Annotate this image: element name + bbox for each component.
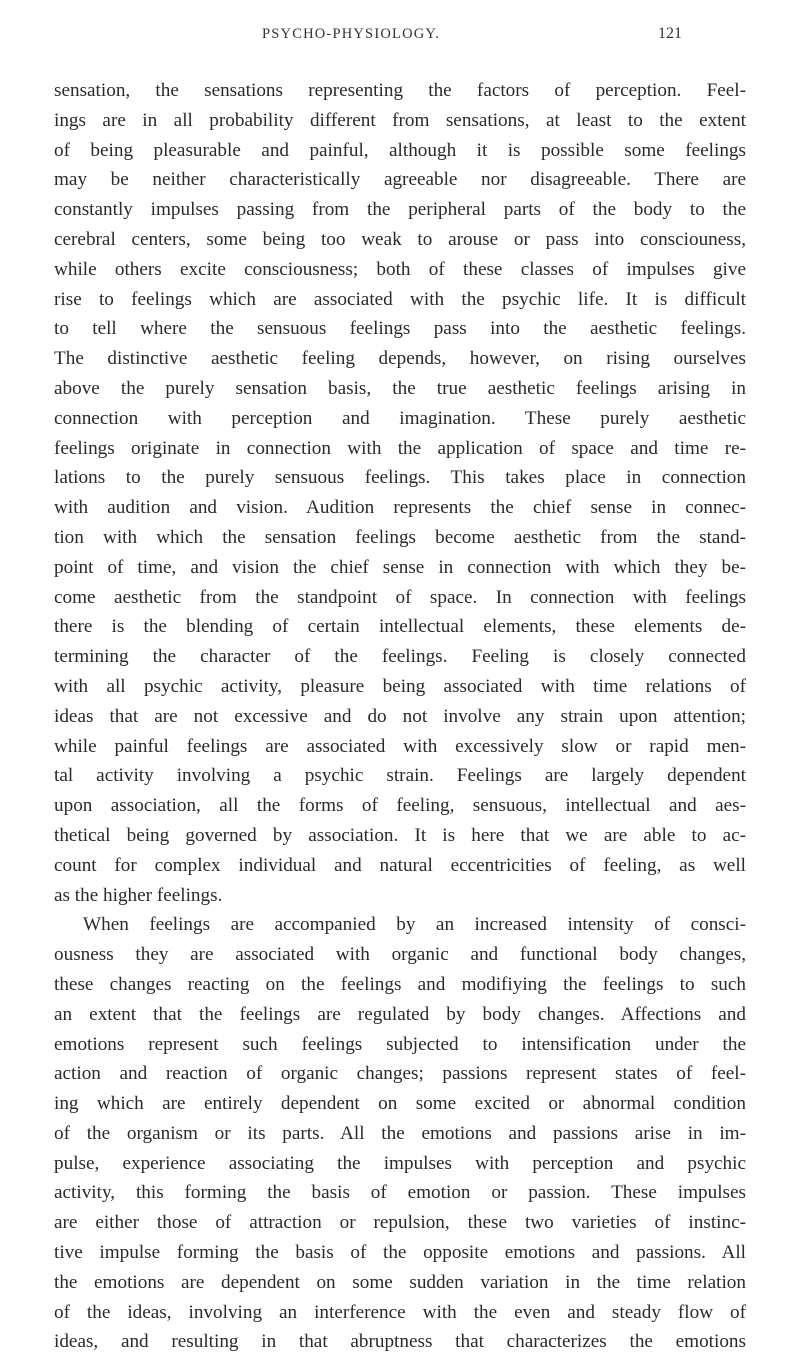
text-line: these changes reacting on the feelings and modifiying the feelings to such [54,973,746,995]
text-line: with all psychic activity, pleasure being associated with time relations of [54,675,746,697]
text-line: may be neither characteristically agreeable nor disagreeable. There are [54,169,746,191]
text-line: tive impulse forming the basis of the opposite emotions and passions. All [54,1242,746,1264]
text-line: there is the blending of certain intellectual elements, these elements de- [54,616,746,638]
text-line: action and reaction of organic changes; passions represent states of feel- [54,1063,746,1085]
running-head: PSYCHO-PHYSIOLOGY. [262,26,441,42]
text-line: point of time, and vision the chief sense in connection with which they be- [54,556,746,578]
text-line: emotions represent such feelings subjected to intensification under the [54,1033,746,1055]
text-line: cerebral centers, some being too weak to arouse or pass into consciouness, [54,228,746,250]
text-line: come aesthetic from the standpoint of space. In connection with feelings [54,586,746,608]
text-line: constantly impulses passing from the peripheral parts of the body to the [54,199,746,221]
text-line: The distinctive aesthetic feeling depends, however, on rising ourselves [54,348,746,370]
text-line: of being pleasurable and painful, although it is possible some feelings [54,139,746,161]
text-line: upon association, all the forms of feeling, sensuous, intellectual and aes- [54,795,746,817]
text-line: ings are in all probability different from sensations, at least to the extent [54,109,746,131]
text-line: tal activity involving a psychic strain. Feelings are largely dependent [54,765,746,787]
text-line: above the purely sensation basis, the true aesthetic feelings arising in [54,377,746,399]
text-line: thetical being governed by association. It is here that we are able to ac- [54,824,746,846]
text-line: feelings originate in connection with the application of space and time re- [54,437,746,459]
text-line: connection with perception and imagination. These purely aesthetic [54,407,746,429]
text-line: are either those of attraction or repulsion, these two varieties of instinc- [54,1212,746,1234]
text-line: ing which are entirely dependent on some excited or abnormal condition [54,1093,746,1115]
text-line: lations to the purely sensuous feelings. This takes place in connection [54,467,746,489]
text-line: the emotions are dependent on some sudden variation in the time relation [54,1271,746,1293]
text-line: tion with which the sensation feelings become aesthetic from the stand- [54,526,746,548]
text-line: ideas that are not excessive and do not involve any strain upon attention; [54,705,746,727]
text-line: ideas, and resulting in that abruptness that characterizes the emotions [54,1331,746,1353]
text-line: sensation, the sensations representing the factors of perception. Feel- [54,80,746,101]
body-text [54,76,746,1357]
text-line: while others excite consciousness; both of these classes of impulses give [54,258,746,280]
page-header [0,18,801,48]
text-line: as the higher feelings. [54,884,223,906]
text-line: ousness they are associated with organic and functional body changes, [54,944,746,966]
text-line: an extent that the feelings are regulated by body changes. Affections and [54,1003,746,1025]
text-line: rise to feelings which are associated with the psychic life. It is difficult [54,288,746,310]
text-line: count for complex individual and natural eccentricities of feeling, as well [54,854,746,876]
text-line: while painful feelings are associated with excessively slow or rapid men- [54,735,746,757]
text-line: When feelings are accompanied by an increased intensity of consci- [83,914,746,936]
text-line: termining the character of the feelings. Feeling is closely connected [54,646,746,668]
text-line: of the organism or its parts. All the emotions and passions arise in im- [54,1122,746,1144]
text-line: of the ideas, involving an interference with the even and steady flow of [54,1301,746,1323]
text-line: with audition and vision. Audition represents the chief sense in connec- [54,497,746,519]
text-line: to tell where the sensuous feelings pass into the aesthetic feelings. [54,318,746,340]
text-line: pulse, experience associating the impulses with perception and psychic [54,1152,746,1174]
text-line: activity, this forming the basis of emotion or passion. These impulses [54,1182,746,1204]
page-number: 121 [658,25,682,42]
